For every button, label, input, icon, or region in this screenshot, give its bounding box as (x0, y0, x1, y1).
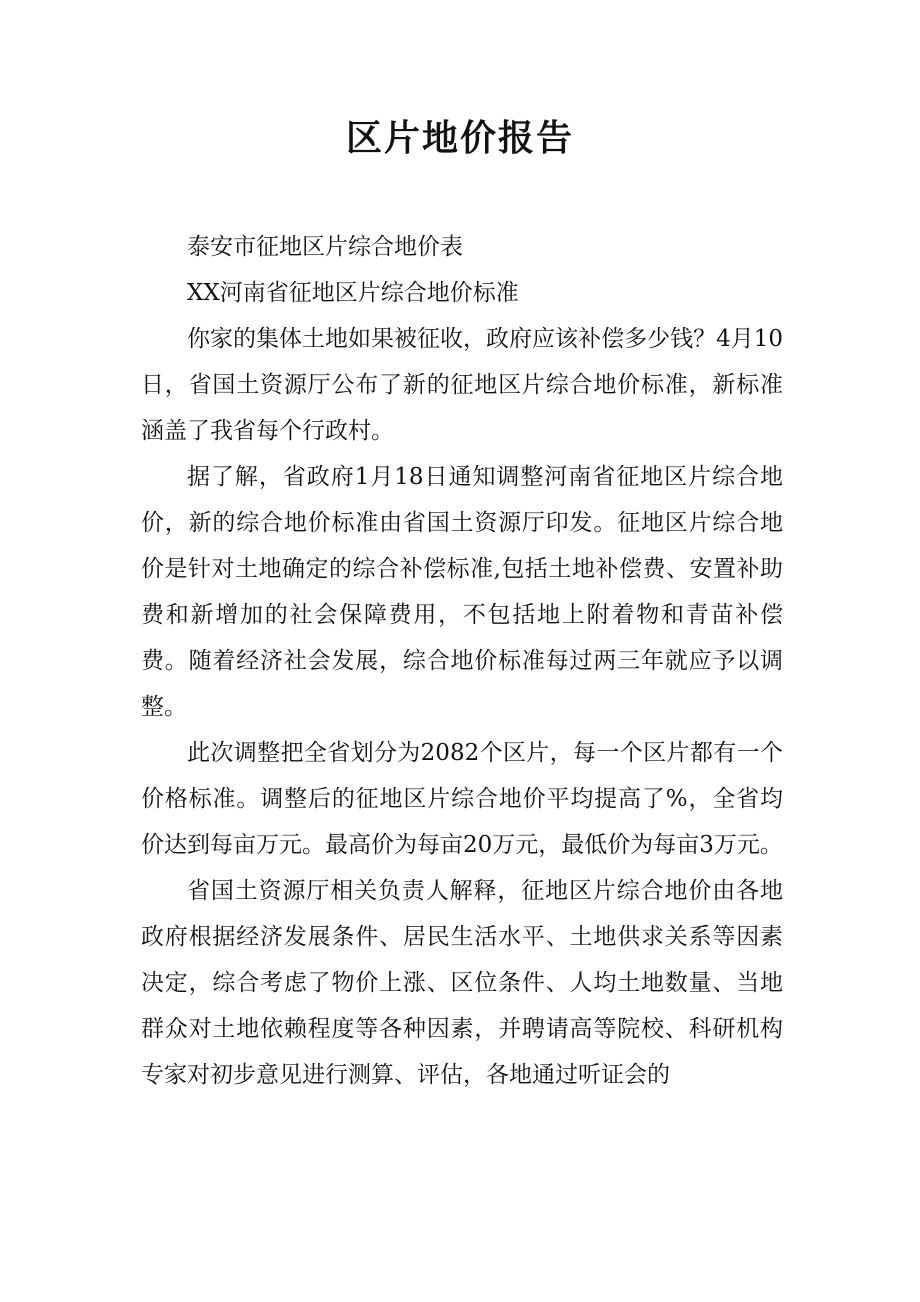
paragraph-subtitle-taian: 泰安市征地区片综合地价表 (187, 234, 463, 260)
paragraph-subtitle-henan: XX河南省征地区片综合地价标准 (187, 280, 519, 306)
paragraph-background: 据了解，省政府1月18日通知调整河南省征地区片综合地价，新的综合地价标准由省国土资源厅印发。征地区片综合地价是针对土地确定的综合补偿标准,包括土地补偿费、安置补助费和新增加的社会保障费用，不包括地上附着物和青苗补偿费。随着经济社会发展，综合地价标准每过两三年就应予以调整。 (141, 464, 783, 720)
paragraph-explanation: 省国土资源厅相关负责人解释，征地区片综合地价由各地政府根据经济发展条件、居民生活水平、土地供求关系等因素决定，综合考虑了物价上涨、区位条件、人均土地数量、当地群众对土地依赖程度等各种因素，并聘请高等院校、科研机构专家对初步意见进行测算、评估，各地通过听证会的 (141, 878, 783, 1088)
paragraph-intro: 你家的集体土地如果被征收，政府应该补偿多少钱？4月10日，省国土资源厅公布了新的征地区片综合地价标准，新标准涵盖了我省每个行政村。 (141, 326, 783, 444)
paragraph-adjustment: 此次调整把全省划分为2082个区片，每一个区片都有一个价格标准。调整后的征地区片综合地价平均提高了%，全省均价达到每亩万元。最高价为每亩20万元，最低价为每亩3万元。 (141, 740, 783, 858)
document-body (141, 224, 783, 1098)
document-title: 区片地价报告 (345, 117, 574, 159)
